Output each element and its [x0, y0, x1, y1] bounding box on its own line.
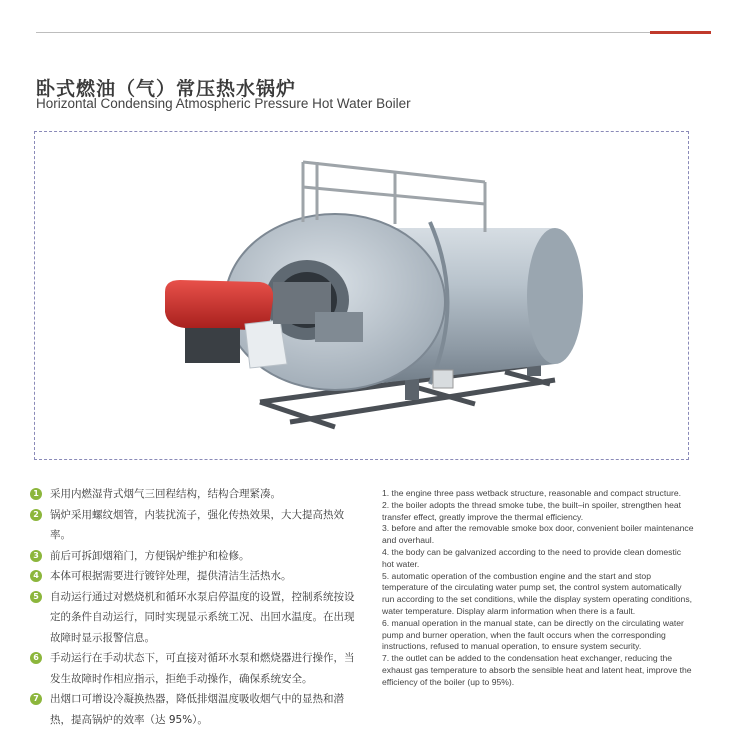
- number-badge: 7: [30, 693, 42, 705]
- list-item: 7 出烟口可增设冷凝换热器，降低排烟温度吸收烟气中的显热和潜热，提高锅炉的效率（达 95%）。: [30, 689, 355, 730]
- product-photo-frame: [34, 131, 689, 460]
- list-item: 4 本体可根据需要进行镀锌处理，提供清洁生活热水。: [30, 566, 355, 587]
- list-item: 5 自动运行通过对燃烧机和循环水泵启停温度的设置，控制系统按设定的条件自动运行，同时实现显示系统工况、出回水温度。在出现故障时显示报警信息。: [30, 587, 355, 649]
- top-divider: [36, 32, 711, 33]
- list-item: 1 采用内燃湿背式烟气三回程结构，结构合理紧凑。: [30, 484, 355, 505]
- number-badge: 2: [30, 509, 42, 521]
- number-badge: 6: [30, 652, 42, 664]
- number-badge: 1: [30, 488, 42, 500]
- list-item: 3. before and after the removable smoke box door, convenient boiler maintenance and overhaul.: [382, 523, 694, 546]
- page-title-cn: 卧式燃油（气）常压热水锅炉: [36, 78, 297, 100]
- list-item: 2. the boiler adopts the thread smoke tube, the built–in spoiler, strengthen heat transfer effect, greatly improve the thermal efficiency.: [382, 499, 682, 522]
- list-item: 2 锅炉采用螺纹烟管，内装扰流子，强化传热效果，大大提高热效率。: [30, 505, 355, 546]
- number-badge: 5: [30, 591, 42, 603]
- list-item: 3 前后可拆卸烟箱门，方便锅炉维护和检修。: [30, 546, 355, 567]
- list-item: 5. automatic operation of the combustion engine and the start and stop temperature of the circulating water pump set, the control system automatically run according to the set conditions, while the display system operating conditions, water temperature. Display alarm information when there is a fault.: [382, 570, 693, 616]
- list-item: 4. the body can be galvanized according to the need to provide clean domestic hot water.: [382, 546, 682, 569]
- page-title-en: Horizontal Condensing Atmospheric Pressure Hot Water Boiler: [36, 96, 411, 111]
- list-item: 6 手动运行在手动状态下，可直接对循环水泵和燃烧器进行操作，当发生故障时作相应指示，拒绝手动操作，确保系统安全。: [30, 648, 355, 689]
- top-accent-bar: [650, 31, 711, 34]
- boiler-illustration: [35, 132, 690, 461]
- number-badge: 3: [30, 550, 42, 562]
- features-list-en: [382, 488, 694, 689]
- number-badge: 4: [30, 570, 42, 582]
- list-item: 6. manual operation in the manual state, can be directly on the circulating water pump and burner operation, when the fault occurs when the corresponding instructions, refused to manual operation, to ensure system security.: [382, 617, 684, 652]
- list-item: 7. the outlet can be added to the condensation heat exchanger, reducing the exhaust gas temperature to absorb the sensible heat and latent heat, improve the efficiency of the boiler (up to 95%).: [382, 653, 692, 687]
- list-item: 1. the engine three pass wetback structure, reasonable and compact structure.: [382, 488, 682, 498]
- features-list-cn: [30, 484, 355, 730]
